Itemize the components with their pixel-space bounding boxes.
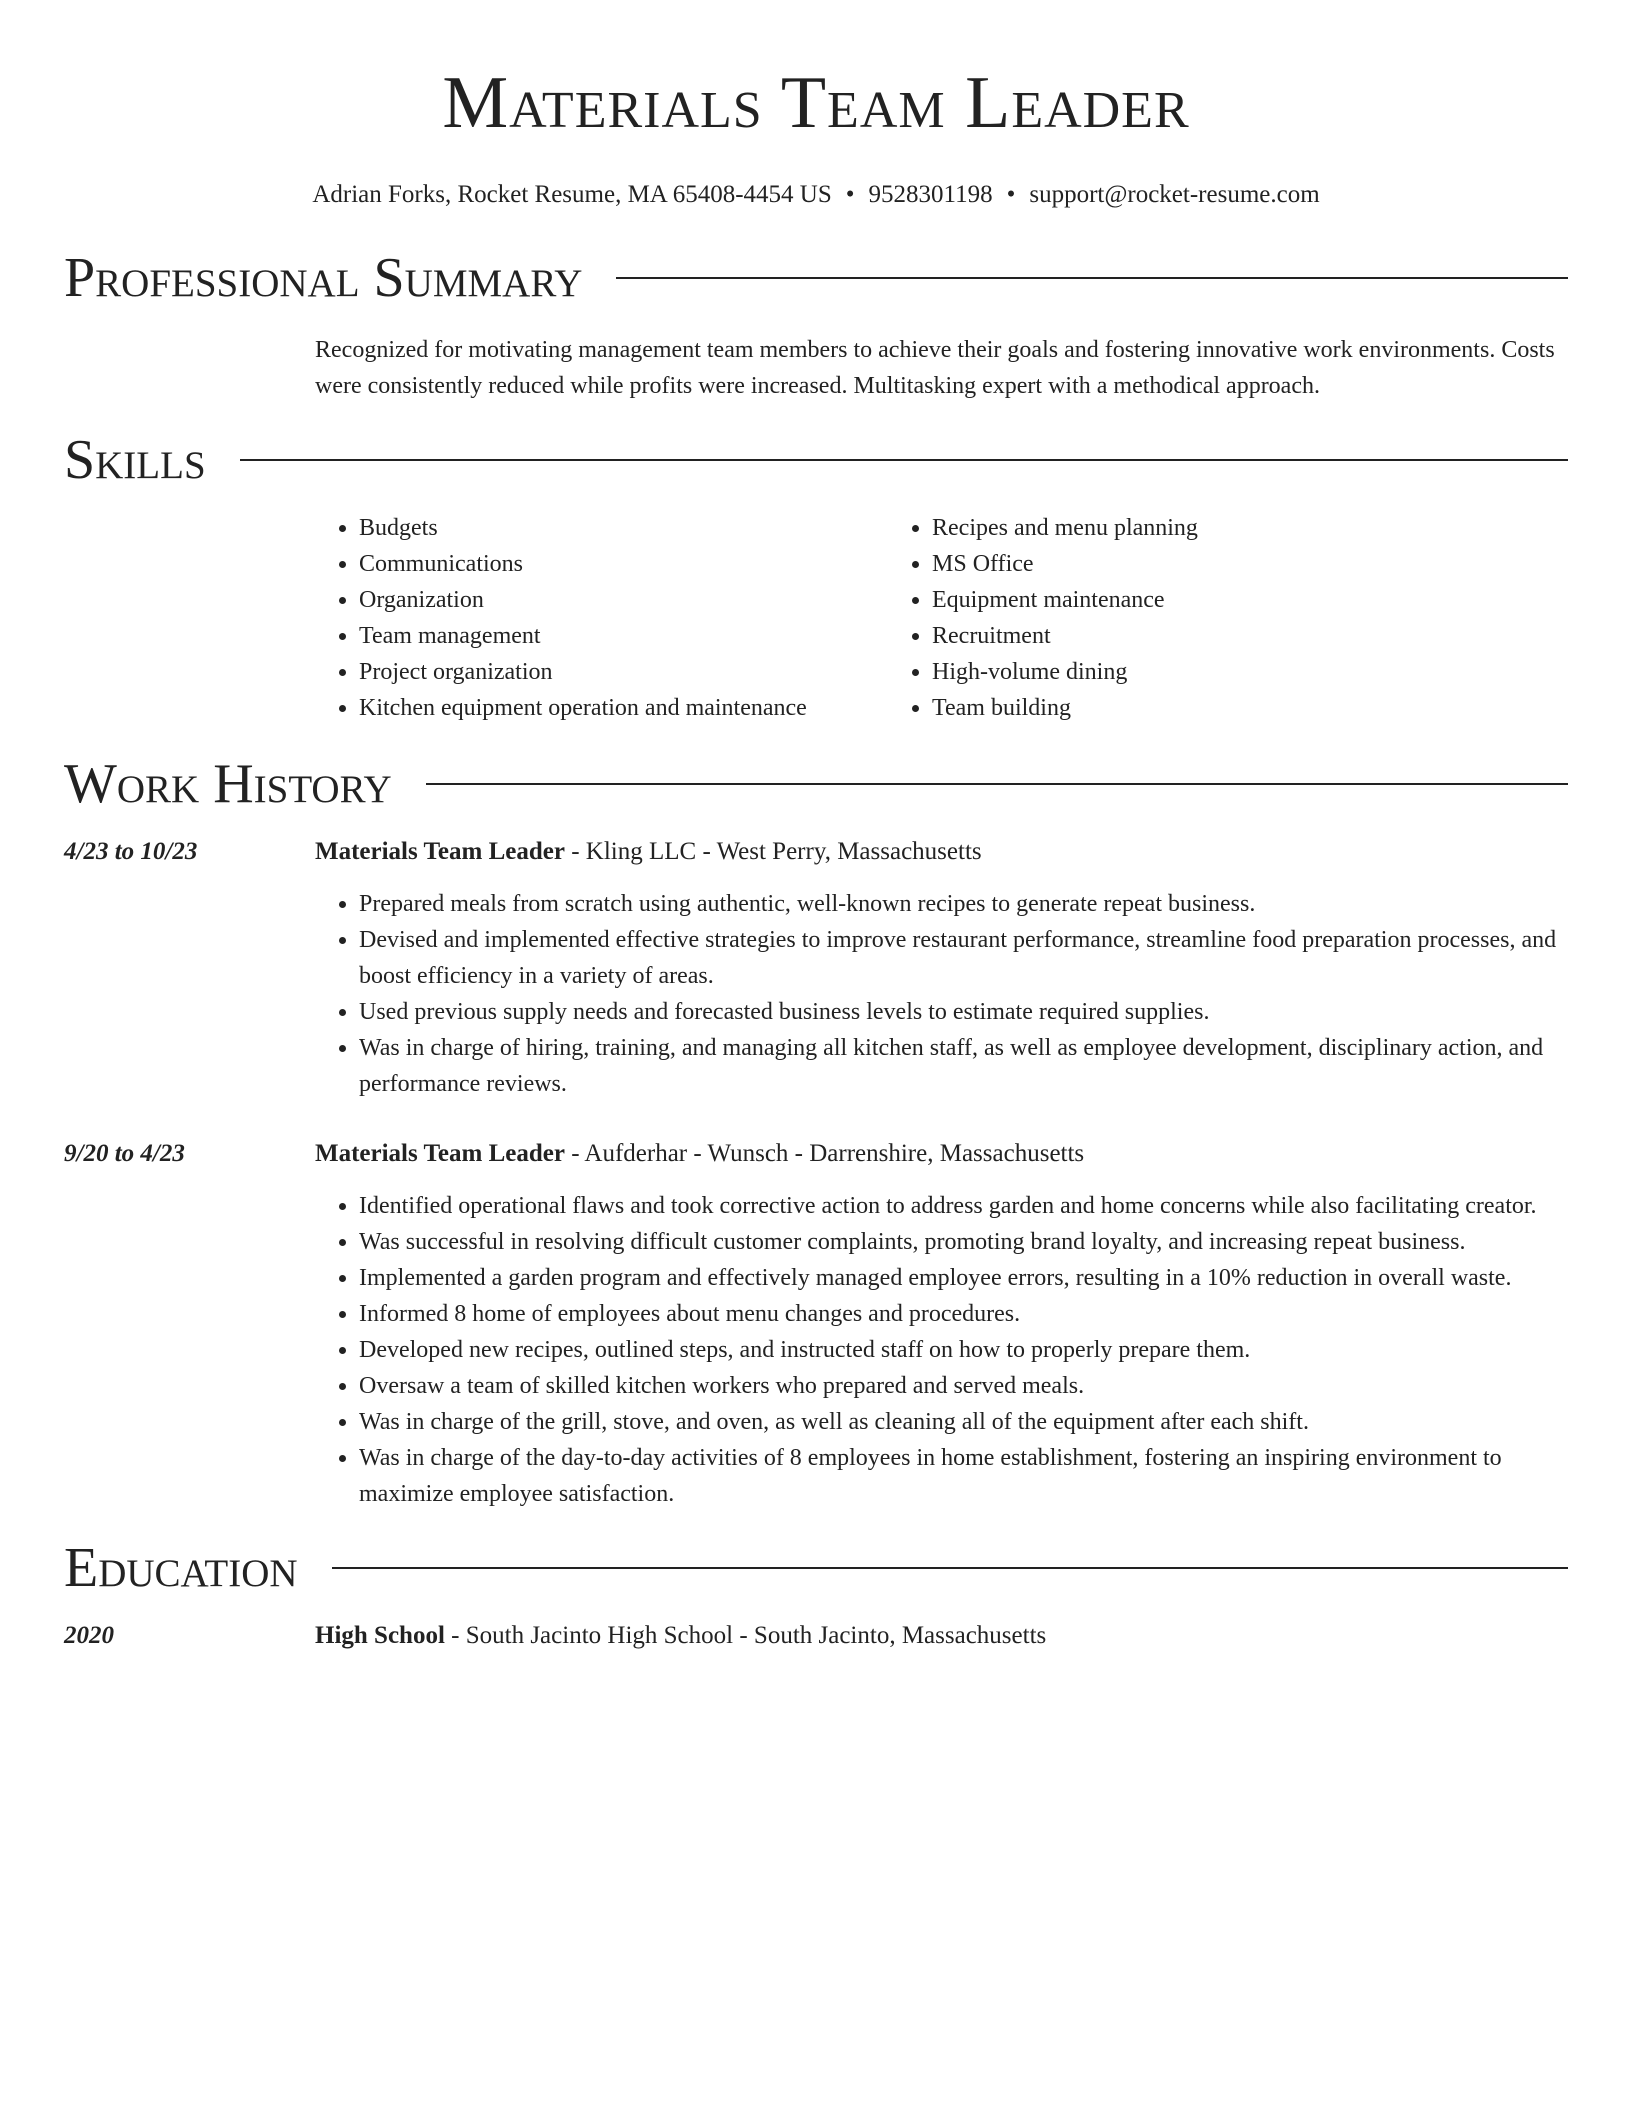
skills-list-right [888, 510, 1461, 726]
skill-item: • Team building [932, 690, 1461, 726]
skills-section-header [64, 428, 1568, 492]
job-content [315, 1136, 1568, 1512]
job-heading [315, 834, 1568, 870]
contact-line [64, 178, 1568, 212]
education-content [315, 1618, 1568, 1654]
contact-separator: • [845, 181, 855, 208]
skill-item: • Communications [359, 546, 888, 582]
skills-grid [315, 510, 1568, 726]
education-line [315, 1618, 1568, 1654]
education-heading: Education [64, 1537, 298, 1599]
skill-item: • Equipment maintenance [932, 582, 1461, 618]
skill-item: • Team management [359, 618, 888, 654]
job-bullet: • Was in charge of hiring, training, and managing all kitchen staff, as well as employee development, disciplinary action, and performance reviews. [359, 1030, 1568, 1102]
job-heading [315, 1136, 1568, 1172]
job-bullet: • Used previous supply needs and forecasted business levels to estimate required supplies. [359, 994, 1568, 1030]
job-entry [64, 1136, 1568, 1512]
skill-item: • Recruitment [932, 618, 1461, 654]
job-bullet: • Informed 8 home of employees about menu changes and procedures. [359, 1296, 1568, 1332]
section-divider [426, 783, 1568, 785]
job-bullet: • Prepared meals from scratch using authentic, well-known recipes to generate repeat business. [359, 886, 1568, 922]
job-entry [64, 834, 1568, 1102]
job-content [315, 834, 1568, 1102]
contact-email: support@rocket-resume.com [1029, 181, 1320, 208]
job-bullet: • Was in charge of the day-to-day activities of 8 employees in home establishment, fostering an inspiring environment to maximize employee satisfaction. [359, 1440, 1568, 1512]
contact-separator: • [1006, 181, 1016, 208]
summary-text: Recognized for motivating management team members to achieve their goals and fostering innovative work environments. Costs were consistently reduced while profits were increased. Multitasking expert with a methodical approach. [315, 337, 1555, 399]
summary-section-header [64, 246, 1568, 310]
skill-item: • Organization [359, 582, 888, 618]
section-divider [240, 459, 1568, 461]
work-section-header [64, 752, 1568, 816]
education-entry [64, 1618, 1568, 1654]
job-bullet: • Oversaw a team of skilled kitchen workers who prepared and served meals. [359, 1368, 1568, 1404]
job-bullets [315, 886, 1568, 1102]
job-bullet: • Identified operational flaws and took corrective action to address garden and home concerns while also facilitating creator. [359, 1188, 1568, 1224]
job-bullet: • Was successful in resolving difficult customer complaints, promoting brand loyalty, and increasing repeat business. [359, 1224, 1568, 1260]
section-divider [616, 277, 1568, 279]
education-degree: High School [315, 1622, 445, 1649]
skill-item: • Project organization [359, 654, 888, 690]
job-bullet: • Implemented a garden program and effectively managed employee errors, resulting in a 10% reduction in overall waste. [359, 1260, 1568, 1296]
summary-heading: Professional Summary [64, 247, 583, 309]
resume-name: Materials Team Leader [442, 62, 1190, 144]
skills-heading: Skills [64, 429, 206, 491]
skill-item: • High-volume dining [932, 654, 1461, 690]
job-dates: 4/23 to 10/23 [64, 838, 198, 865]
job-bullet: • Developed new recipes, outlined steps, and instructed staff on how to properly prepare them. [359, 1332, 1568, 1368]
skill-item: • Recipes and menu planning [932, 510, 1461, 546]
job-title: Materials Team Leader [315, 838, 565, 865]
job-bullet: • Was in charge of the grill, stove, and oven, as well as cleaning all of the equipment after each shift. [359, 1404, 1568, 1440]
job-employer: - Kling LLC - West Perry, Massachusetts [564, 838, 982, 865]
section-divider [332, 1567, 1568, 1569]
job-dates: 9/20 to 4/23 [64, 1140, 185, 1167]
skill-item: • MS Office [932, 546, 1461, 582]
job-bullets [315, 1188, 1568, 1512]
job-employer: - Aufderhar - Wunsch - Darrenshire, Massachusetts [564, 1140, 1085, 1167]
education-school: - South Jacinto High School - South Jacinto, Massachusetts [444, 1622, 1047, 1649]
skills-list-left [315, 510, 888, 726]
education-year: 2020 [64, 1622, 114, 1649]
skill-item: • Budgets [359, 510, 888, 546]
job-bullet: • Devised and implemented effective strategies to improve restaurant performance, streamline food preparation processes, and boost efficiency in a variety of areas. [359, 922, 1568, 994]
education-section-header [64, 1536, 1568, 1600]
contact-phone: 9528301198 [868, 181, 993, 208]
skill-item: • Kitchen equipment operation and maintenance [359, 690, 888, 726]
contact-address: Adrian Forks, Rocket Resume, MA 65408-4454 US [312, 181, 832, 208]
work-heading: Work History [64, 753, 392, 815]
job-title: Materials Team Leader [315, 1140, 565, 1167]
